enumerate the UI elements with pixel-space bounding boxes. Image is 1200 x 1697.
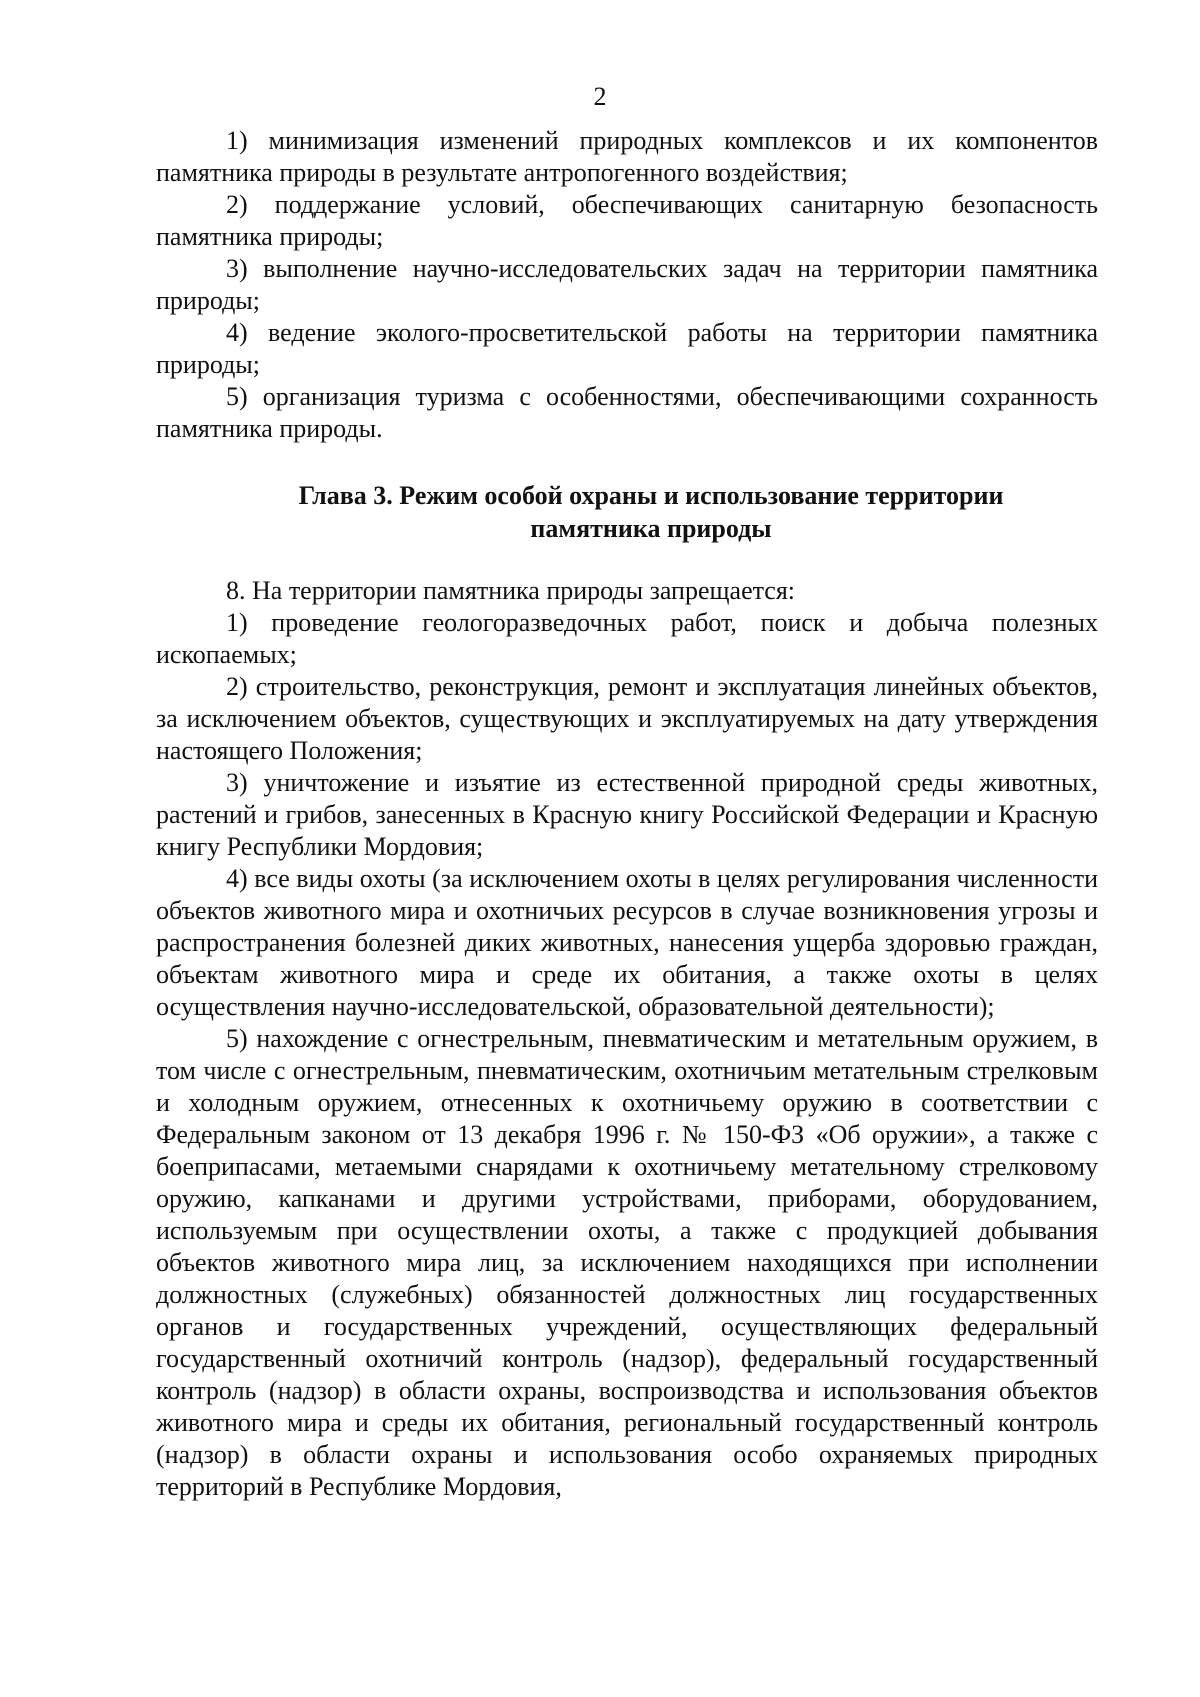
list-item: 4) ведение эколого-просветительской работы на территории памятника природы; <box>156 318 1098 379</box>
chapter-heading-line: Глава 3. Режим особой охраны и использование территории <box>298 481 1004 510</box>
chapter-heading-line: памятника природы <box>530 514 772 543</box>
list-item: 1) проведение геологоразведочных работ, поиск и добыча полезных ископаемых; <box>156 608 1098 669</box>
section-intro: 8. На территории памятника природы запрещается: <box>226 576 796 605</box>
chapter-heading <box>156 479 1098 545</box>
document-body <box>156 125 1098 1503</box>
list-item: 3) выполнение научно-исследовательских задач на территории памятника природы; <box>156 254 1098 315</box>
list-item: 2) поддержание условий, обеспечивающих санитарную безопасность памятника природы; <box>156 190 1098 251</box>
list-item: 5) нахождение с огнестрельным, пневматическим и метательным оружием, в том числе с огнестрельным, пневматическим, охотничьим метательным стрелковым и холодным оружием, отнесенных к охотничьему оружию в соответствии с Федеральным законом от 13 декабря 1996 г. № 150-ФЗ «Об оружии», а также с боеприпасами, метаемыми снарядами к охотничьему метательному стрелковому оружию, капканами и другими устройствами, приборами, оборудованием, используемым при осуществлении охоты, а также с продукцией добывания объектов животного мира лиц, за исключением находящихся при исполнении должностных (служебных) обязанностей должностных лиц государственных органов и государственных учреждений, осуществляющих федеральный государственный охотничий контроль (надзор), федеральный государственный контроль (надзор) в области охраны, воспроизводства и использования объектов животного мира и среды их обитания, региональный государственный контроль (надзор) в области охраны и использования особо охраняемых природных территорий в Республике Мордовия, <box>156 1024 1098 1501</box>
list-item: 2) строительство, реконструкция, ремонт и эксплуатация линейных объектов, за исключением объектов, существующих и эксплуатируемых на дату утверждения настоящего Положения; <box>156 672 1098 765</box>
list-item: 4) все виды охоты (за исключением охоты в целях регулирования численности объектов животного мира и охотничьих ресурсов в случае возникновения угрозы и распространения болезней диких животных, нанесения ущерба здоровью граждан, объектам животного мира и среде их обитания, а также охоты в целях осуществления научно-исследовательской, образовательной деятельности); <box>156 864 1098 1021</box>
page-number: 2 <box>593 82 607 111</box>
list-item: 5) организация туризма с особенностями, обеспечивающими сохранность памятника природы. <box>156 382 1098 443</box>
list-item: 3) уничтожение и изъятие из естественной природной среды животных, растений и грибов, занесенных в Красную книгу Российской Федерации и Красную книгу Республики Мордовия; <box>156 768 1098 861</box>
list-item: 1) минимизация изменений природных комплексов и их компонентов памятника природы в результате антропогенного воздействия; <box>156 126 1098 187</box>
